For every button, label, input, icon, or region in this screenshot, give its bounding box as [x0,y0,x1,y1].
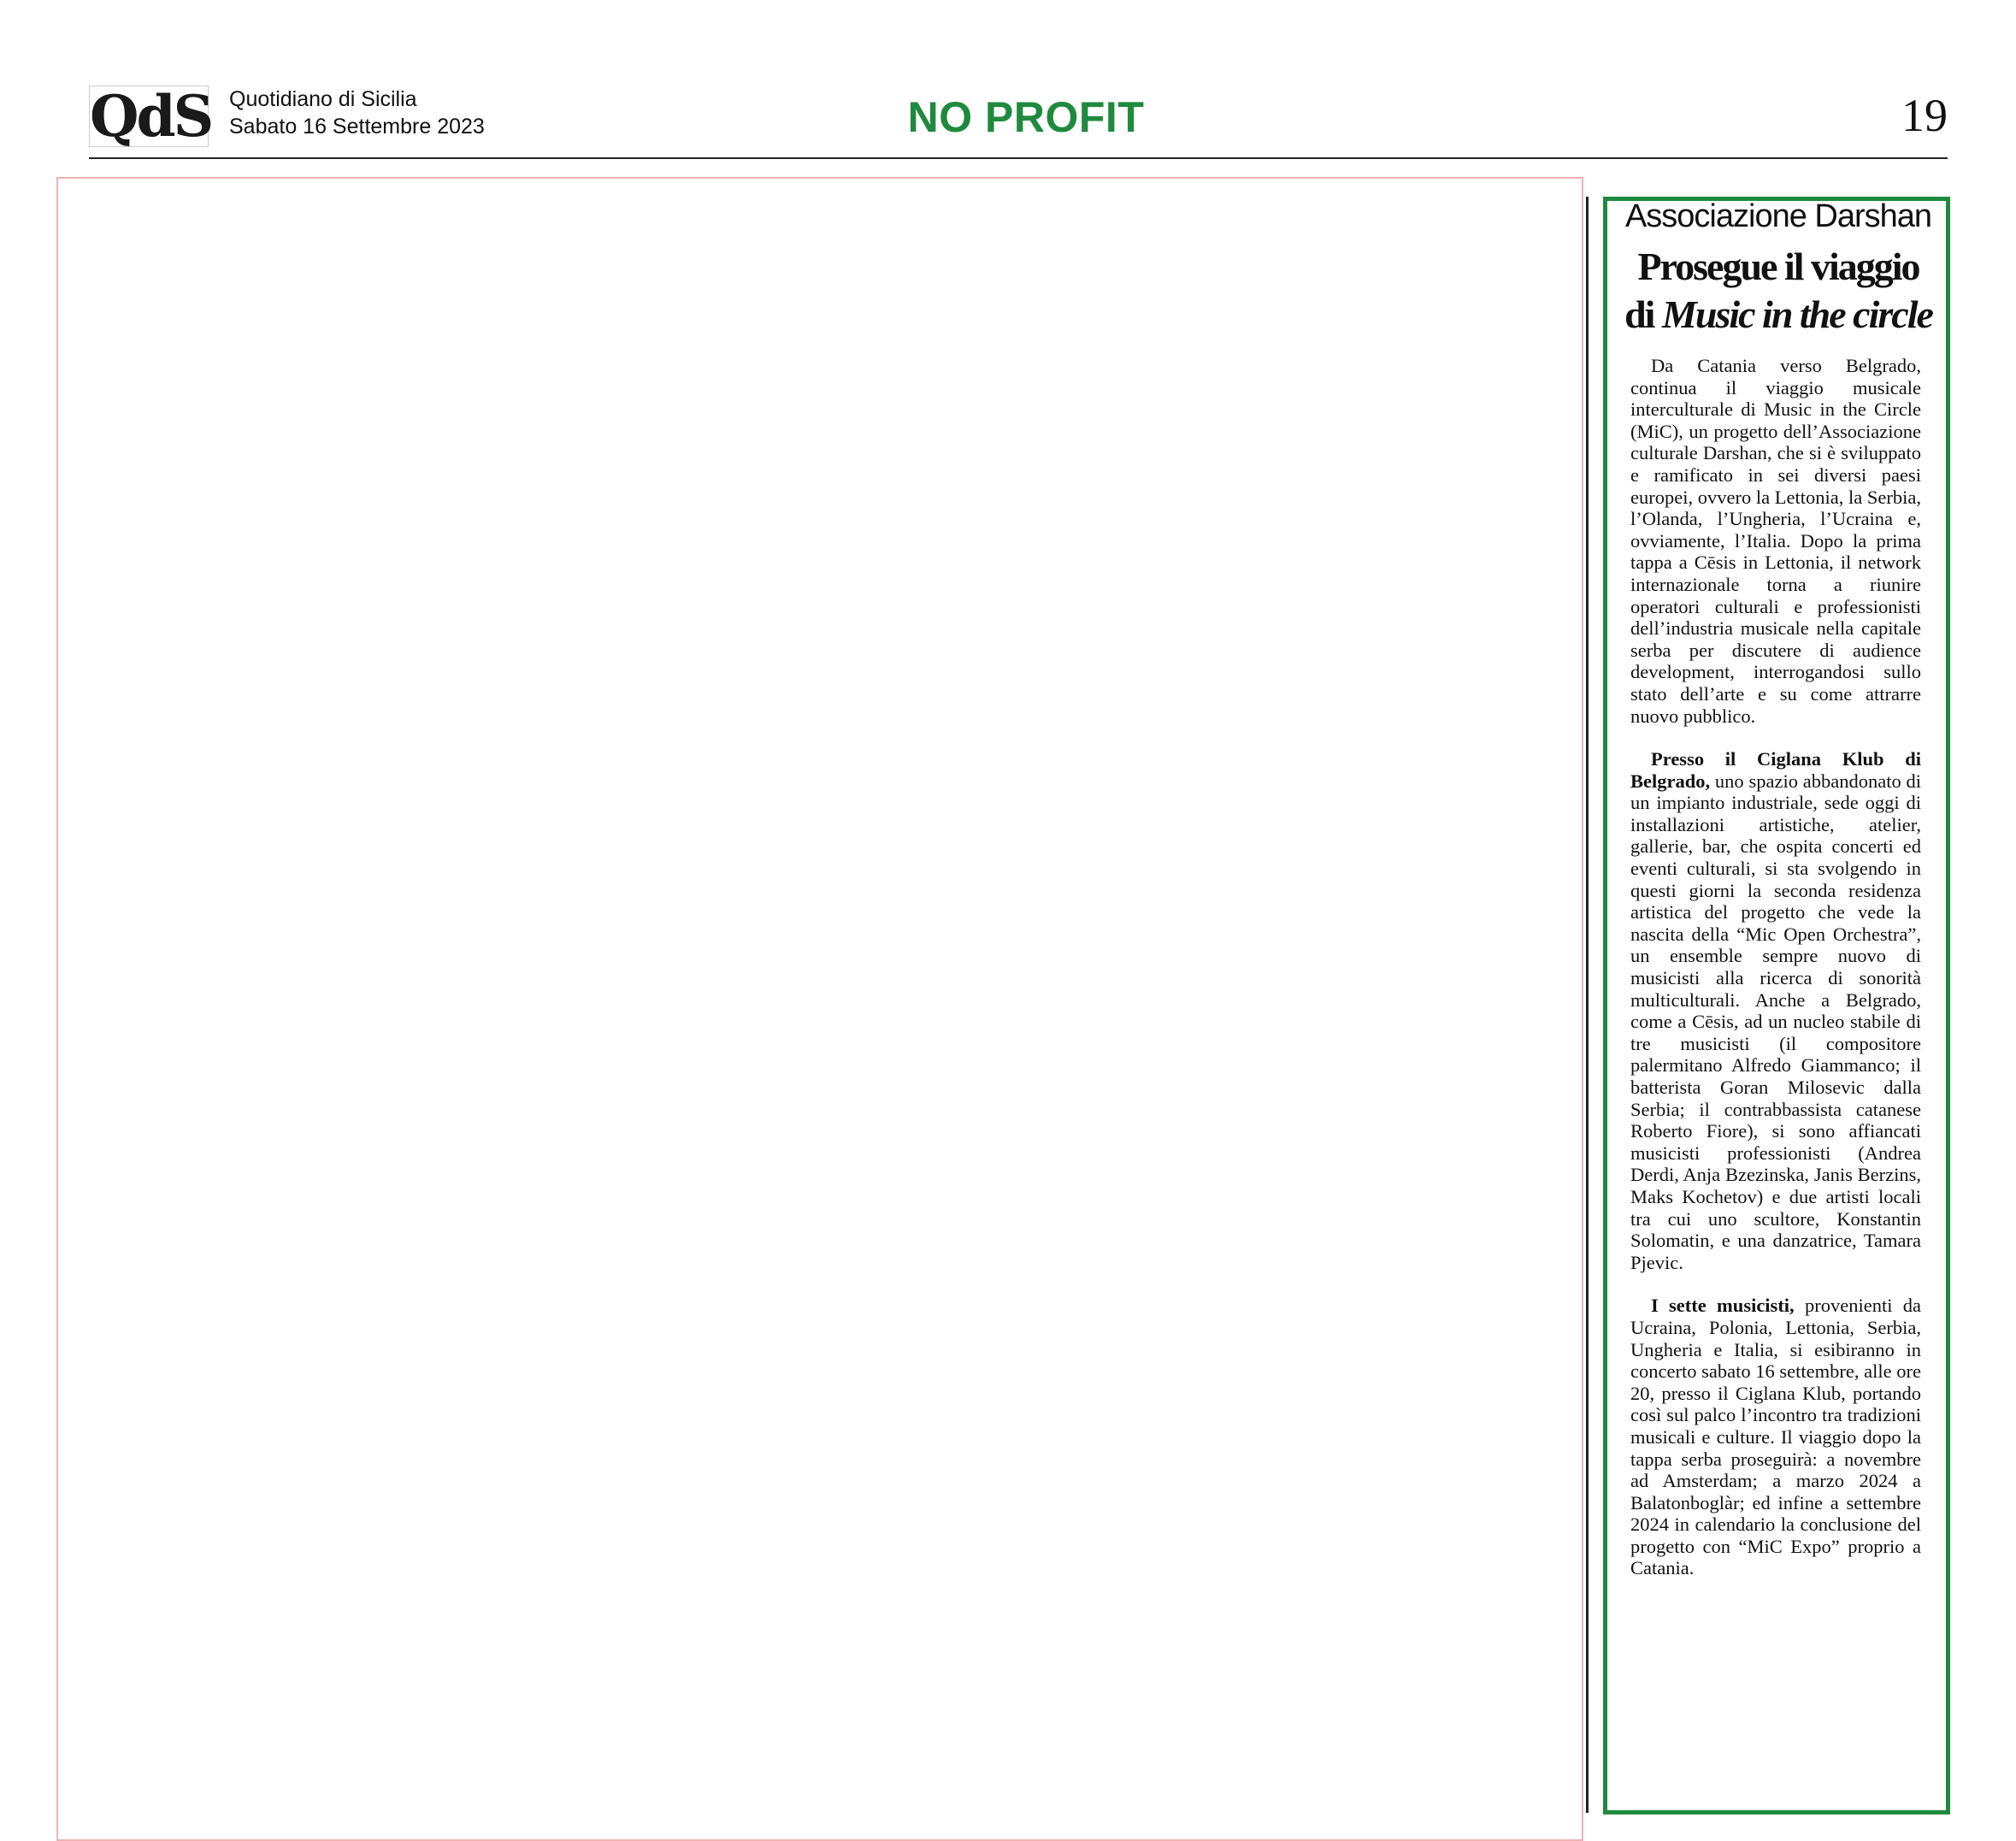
column-divider [1586,197,1589,1813]
article-headline [1607,243,1949,339]
paragraph-text: uno spazio abbandonato di un impianto industriale, sede oggi di installazioni artistiche, atelier, gallerie, bar, che ospita concerti ed eventi culturali, si sta svolgendo in questi giorni la seconda residenza artistica del progetto che vede la nascita della “Mic Open Orchestra”, un ensemble sempre nuovo di musicisti alla ricerca di sonorità multiculturali. Anche a Belgrado, come a Cēsis, ad un nucleo stabile di tre musicisti (il compositore palermitano Alfredo Giammanco; il batterista Goran Milosevic dalla Serbia; il contrabbassista catanese Roberto Fiore), si sono affiancati musicisti professionisti (Andrea Derdi, Anja Bzezinska, Janis Berzins, Maks Kochetov) e due artisti locali tra cui uno scultore, Konstantin Solomatin, e una danzatrice, Tamara Pjevic. [1630,770,1921,1273]
newspaper-logo: QdS [90,83,212,150]
section-title: NO PROFIT [907,93,1145,141]
paragraph-text: Da Catania verso Belgrado, continua il viaggio musicale interculturale di Music in the Circle (MiC), un progetto dell’Associazione culturale Darshan, che si è sviluppato e ramificato in sei diversi paesi europei, ovvero la Lettonia, la Serbia, l’Olanda, l’Ungheria, l’Ucraina e, ovviamente, l’Italia. Dopo la prima tappa a Cēsis in Lettonia, il network internazionale torna a riunire operatori culturali e professionisti dell’industria musicale nella capitale serba per discutere di audience development, interrogandosi sullo stato dell’arte e su come attrarre nuovo pubblico. [1630,355,1921,727]
headline-italic: Music in the circle [1661,292,1932,336]
article-paragraph-1 [1630,355,1921,727]
paragraph-text: provenienti da Ucraina, Polonia, Lettonia, Serbia, Ungheria e Italia, si esibiranno in concerto sabato 16 settembre, alle ore 20, presso il Ciglana Klub, portando così sul palco l’incontro tra tradizioni musicali e culture. Il viaggio dopo la tappa serba proseguirà: a novembre ad Amsterdam; a marzo 2024 a Balatonboglàr; ed infine a settembre 2024 in calendario la conclusione del progetto con “MiC Expo” proprio a Catania. [1630,1295,1921,1579]
article-body [1630,355,1921,1601]
article-paragraph-2 [1630,748,1921,1273]
article-paragraph-3 [1630,1295,1921,1579]
headline-prefix: di [1624,292,1662,336]
page-number: 19 [1901,90,1948,141]
paragraph-lead: Presso il Ciglana Klub di Belgrado, [1630,748,1921,792]
headline-line-1: Prosegue il viaggio [1637,245,1919,288]
advertisement-placeholder [56,177,1583,1841]
issue-date: Sabato 16 Settembre 2023 [229,115,485,139]
headline-line-2 [1607,291,1949,339]
article-kicker: Associazione Darshan [1624,198,1932,234]
paragraph-lead: I sette musicisti, [1651,1295,1795,1317]
paper-name: Quotidiano di Sicilia [229,87,417,111]
masthead-info [229,86,485,140]
header-divider [89,157,1948,159]
